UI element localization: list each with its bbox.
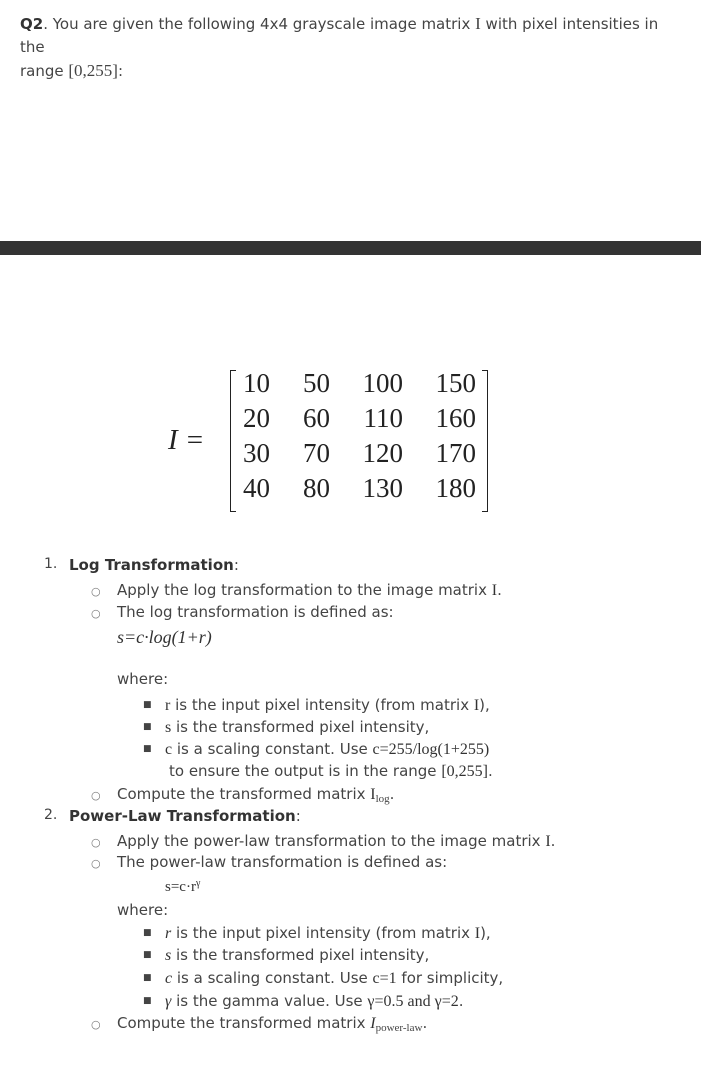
log-section-title: Log Transformation [69,556,234,574]
bullet-circle-icon: ○ [91,585,101,598]
bullet-circle-icon: ○ [91,836,101,849]
log-section-number: 1. [44,556,58,572]
matrix-cell: 80 [303,473,330,503]
power-where: where: [117,901,169,919]
matrix-cell: 160 [435,403,476,433]
matrix-cell: 10 [243,368,270,398]
power-def-r: r is the input pixel intensity (from matrix I), [165,924,491,942]
question-label: Q2 [20,15,44,33]
section-divider [0,241,701,255]
matrix-cell: 30 [243,438,270,468]
matrix-cell: 40 [243,473,270,503]
power-section-number: 2. [44,807,58,823]
power-section-title: Power-Law Transformation [69,807,296,825]
log-where: where: [117,670,169,688]
power-def-gamma: γ is the gamma value. Use γ=0.5 and γ=2. [165,992,464,1010]
power-bullet-compute: Compute the transformed matrix $I_{power-law}$. [117,1014,428,1034]
log-bullet-definition: The log transformation is defined as: [117,603,394,621]
bullet-circle-icon: ○ [91,857,101,870]
matrix-cell: 150 [435,368,476,398]
bullet-square-icon: ■ [143,744,152,754]
power-def-c: c is a scaling constant. Use c=1 for simplicity, [165,969,504,987]
matrix-right-bracket [482,370,488,512]
bullet-square-icon: ■ [143,950,152,960]
bullet-square-icon: ■ [143,928,152,938]
bullet-square-icon: ■ [143,700,152,710]
bullet-circle-icon: ○ [91,607,101,620]
bullet-circle-icon: ○ [91,789,101,802]
matrix-cell: 70 [303,438,330,468]
log-section-heading: Log Transformation: [69,556,239,574]
matrix-cell: 20 [243,403,270,433]
power-section-heading: Power-Law Transformation: [69,807,301,825]
bullet-circle-icon: ○ [91,1018,101,1031]
bullet-square-icon: ■ [143,722,152,732]
power-bullet-apply: Apply the power-law transformation to the image matrix I. [117,832,556,850]
bullet-square-icon: ■ [143,996,152,1006]
matrix-label: I = [168,424,205,456]
log-def-c: c is a scaling constant. Use c=255/log(1+255) [165,740,490,758]
log-def-s: s is the transformed pixel intensity, [165,718,430,736]
power-def-s: s is the transformed pixel intensity, [165,946,430,964]
matrix-cell: 100 [362,368,403,398]
log-formula: s=c·log(1+r) [117,627,212,647]
power-formula: $s=c\cdot r^\gamma$ [165,878,201,895]
matrix-cell: 110 [363,403,403,433]
matrix-cell: 170 [435,438,476,468]
image-matrix [230,370,488,512]
matrix-cell: 120 [362,438,403,468]
matrix-cell: 60 [303,403,330,433]
log-bullet-apply: Apply the log transformation to the image matrix I. [117,581,502,599]
question-text: Q2. You are given the following 4x4 grayscale image matrix I with pixel intensities in the range [0,255]: [20,14,659,80]
log-bullet-compute: Compute the transformed matrix $I_{log}$. [117,785,395,805]
matrix-cell: 130 [362,473,403,503]
matrix-cell: 50 [303,368,330,398]
matrix-cell: 180 [435,473,476,503]
log-def-r: r is the input pixel intensity (from matrix I), [165,696,490,714]
log-def-c-cont: to ensure the output is in the range [0,255]. [169,762,493,780]
bullet-square-icon: ■ [143,973,152,983]
power-bullet-definition: The power-law transformation is defined as: [117,853,448,871]
